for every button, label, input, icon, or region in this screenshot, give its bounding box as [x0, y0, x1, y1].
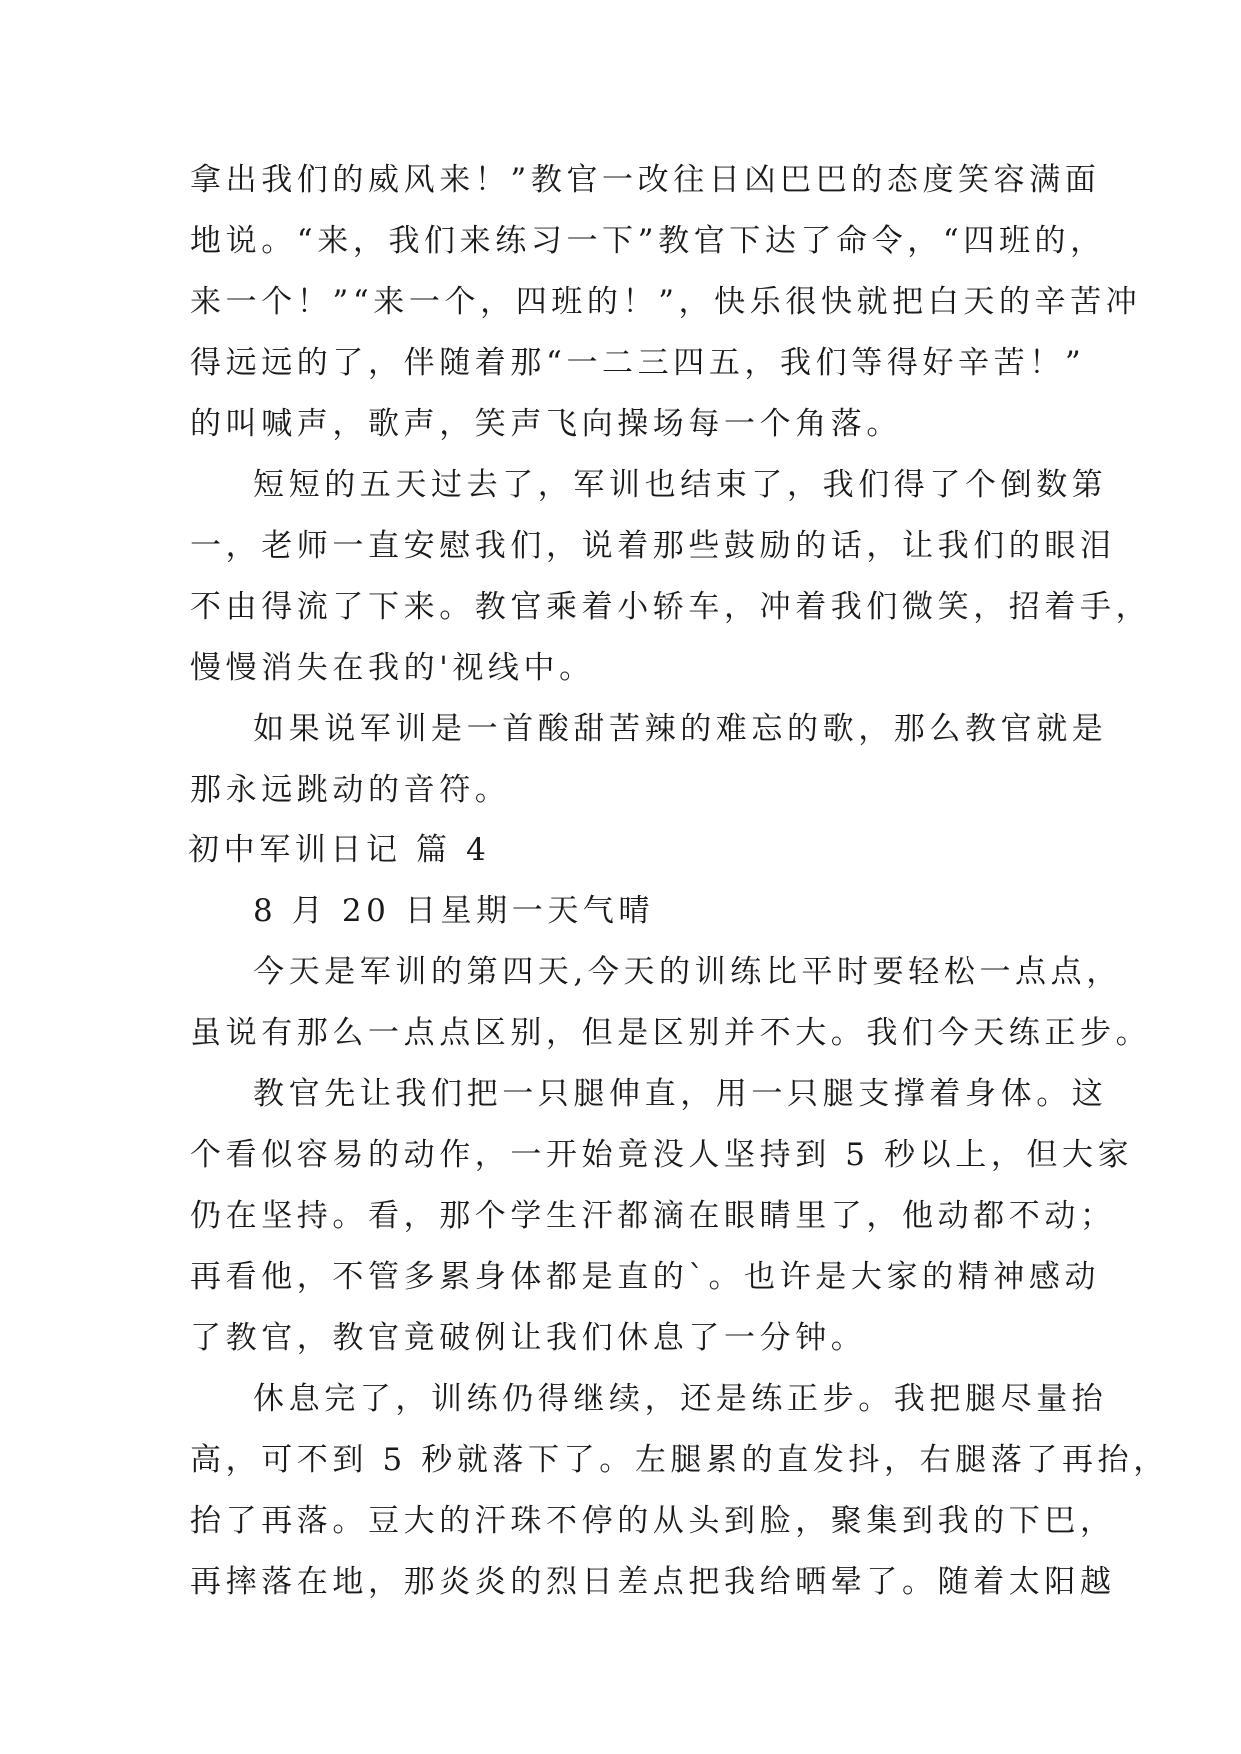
paragraph-start-line: 教官先让我们把一只腿伸直，用一只腿支撑着身体。这 — [253, 1076, 1108, 1112]
text-line: 一，老师一直安慰我们，说着那些鼓励的话，让我们的眼泪 — [190, 528, 1116, 564]
text-line: 的叫喊声，歌声，笑声飞向操场每一个角落。 — [190, 406, 902, 442]
text-line: 抬了再落。豆大的汗珠不停的从头到脸，聚集到我的下巴， — [190, 1503, 1116, 1539]
paragraph-start-line: 休息完了，训练仍得继续，还是练正步。我把腿尽量抬 — [253, 1381, 1108, 1417]
text-line: 仍在坚持。看，那个学生汗都滴在眼睛里了，他动都不动； — [190, 1198, 1116, 1234]
paragraph-start-line: 短短的五天过去了，军训也结束了，我们得了个倒数第 — [253, 467, 1108, 503]
paragraph-start-line: 如果说军训是一首酸甜苦辣的难忘的歌，那么教官就是 — [253, 711, 1108, 747]
text-line: 再看他，不管多累身体都是直的`。也许是大家的精神感动 — [190, 1259, 1101, 1295]
section-heading: 初中军训日记 篇 4 — [188, 832, 491, 868]
text-line: 虽说有那么一点点区别，但是区别并不大。我们今天练正步。 — [190, 1015, 1152, 1051]
text-line: 那永远跳动的音符。 — [190, 772, 511, 808]
text-line: 地说。“来，我们来练习一下”教官下达了命令，“四班的， — [190, 223, 1106, 259]
text-line: 再摔落在地，那炎炎的烈日差点把我给晒晕了。随着太阳越 — [190, 1564, 1116, 1600]
text-line: 不由得流了下来。教官乘着小轿车，冲着我们微笑，招着手， — [190, 589, 1152, 625]
text-line: 了教官，教官竟破例让我们休息了一分钟。 — [190, 1320, 867, 1356]
text-line: 拿出我们的威风来！”教官一改往日凶巴巴的态度笑容满面 — [190, 162, 1101, 198]
text-line: 得远远的了，伴随着那“一二三四五，我们等得好辛苦！” — [190, 345, 1086, 381]
paragraph-start-line: 今天是军训的第四天,今天的训练比平时要轻松一点点， — [253, 954, 1122, 990]
text-line: 高，可不到 5 秒就落下了。左腿累的直发抖，右腿落了再抬， — [190, 1442, 1169, 1478]
text-line: 慢慢消失在我的'视线中。 — [190, 650, 595, 686]
text-line: 个看似容易的动作，一开始竟没人坚持到 5 秒以上，但大家 — [190, 1137, 1134, 1173]
text-line: 来一个！”“来一个，四班的！”，快乐很快就把白天的辛苦冲 — [190, 284, 1142, 320]
date-line: 8 月 20 日星期一天气晴 — [253, 893, 655, 929]
